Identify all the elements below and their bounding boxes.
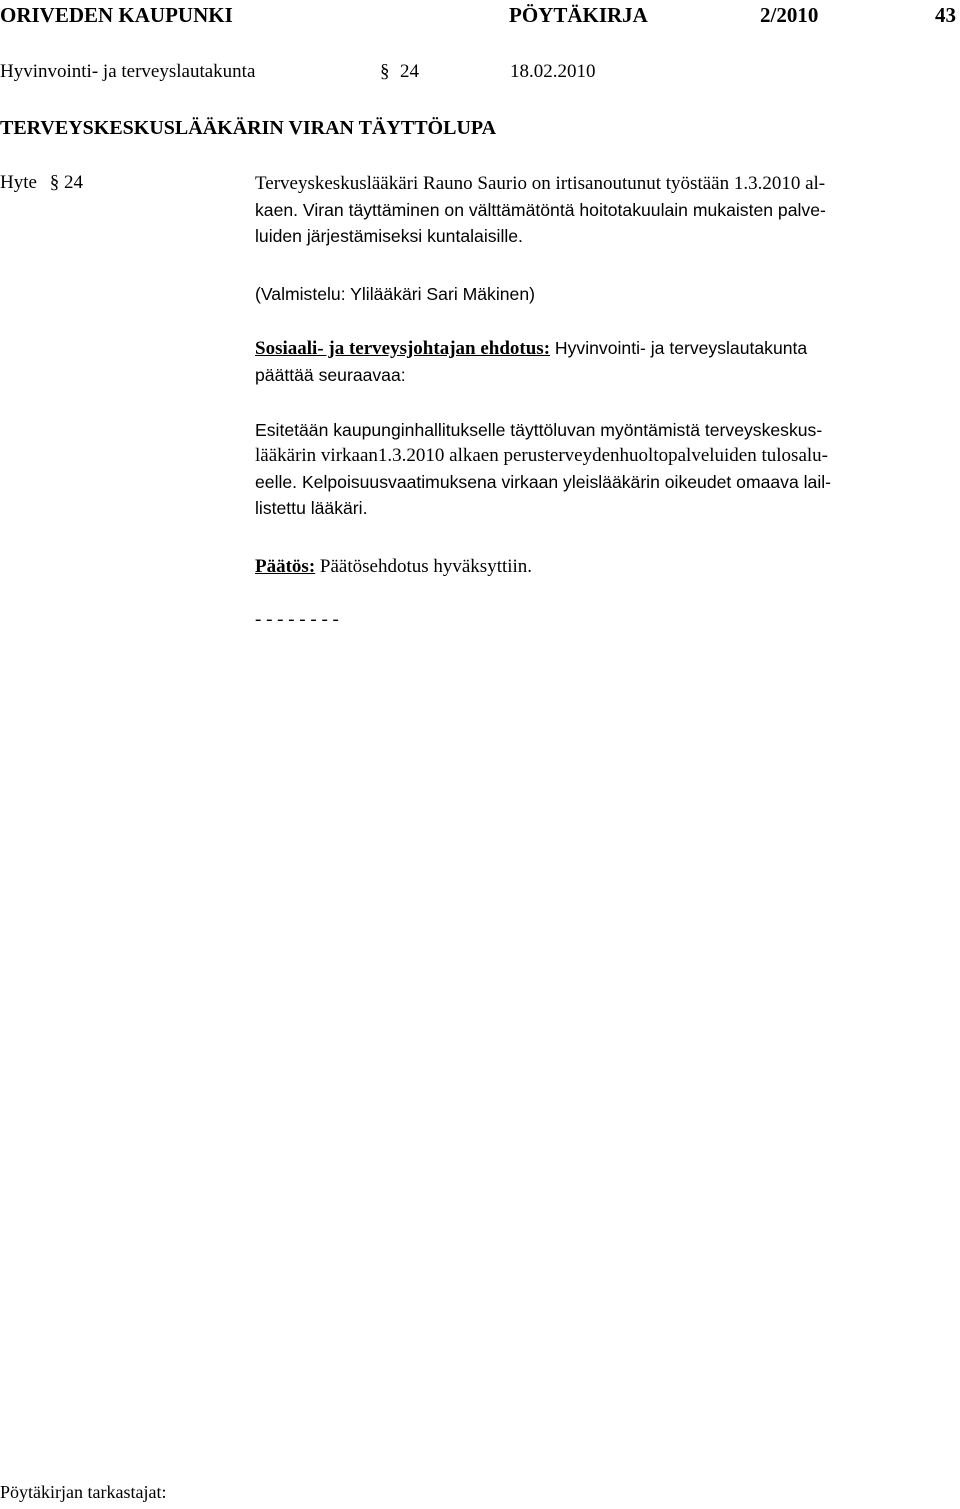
footer-reviewers: Pöytäkirjan tarkastajat: <box>0 1482 167 1502</box>
decision-text: Päätösehdotus hyväksyttiin. <box>315 556 533 577</box>
page-number: 43 <box>935 3 956 27</box>
decision-label: Päätös: <box>255 556 316 577</box>
paragraph-2-line: lääkärin virkaan1.3.2010 alkaen perusterveydenhuoltopalveluiden tulosalu- <box>255 445 828 466</box>
committee-name: Hyvinvointi- ja terveyslautakunta <box>0 61 256 82</box>
paragraph-2 <box>255 417 955 521</box>
issue-number: 2/2010 <box>760 3 819 27</box>
paragraph-1 <box>255 171 955 249</box>
proposal <box>255 335 955 388</box>
section-number: 24 <box>400 61 419 82</box>
decision <box>255 554 955 580</box>
preparation-note <box>255 281 955 307</box>
paragraph-1-line: Terveyskeskuslääkäri Rauno Saurio on irtisanoutunut työstään 1.3.2010 al- <box>255 173 826 194</box>
paragraph-2-line: Esitetään kaupunginhallitukselle täyttöluvan myöntämistä terveyskeskus- <box>255 420 823 440</box>
proposal-line-2: päättää seuraavaa: <box>255 365 406 385</box>
proposal-label: Sosiaali- ja terveysjohtajan ehdotus: <box>255 338 551 359</box>
separator-dashes: - - - - - - - - <box>255 609 339 630</box>
proposal-text: Hyvinvointi- ja terveyslautakunta <box>550 338 808 358</box>
section-label-symbol: § <box>49 172 60 193</box>
paragraph-2-line: listettu lääkäri. <box>255 498 368 518</box>
paragraph-2-line: eelle. Kelpoisuusvaatimuksena virkaan yleislääkärin oikeudet omaava lail- <box>255 472 832 492</box>
meeting-date: 18.02.2010 <box>510 61 596 82</box>
section-symbol: § <box>380 61 390 82</box>
separator <box>255 607 955 633</box>
paragraph-1-line: kaen. Viran täyttäminen on välttämätöntä hoitotakuulain mukaisten palve- <box>255 200 826 220</box>
paragraph-1-line: luiden järjestämiseksi kuntalaisille. <box>255 226 523 246</box>
city-name: ORIVEDEN KAUPUNKI <box>0 3 233 27</box>
section-label <box>0 172 83 194</box>
section-label-number: 24 <box>63 172 83 193</box>
preparation-text: (Valmistelu: Ylilääkäri Sari Mäkinen) <box>255 284 535 304</box>
document-title: TERVEYSKESKUSLÄÄKÄRIN VIRAN TÄYTTÖLUPA <box>0 117 497 139</box>
section-prefix: Hyte <box>0 172 37 193</box>
document-type: PÖYTÄKIRJA <box>509 3 648 27</box>
